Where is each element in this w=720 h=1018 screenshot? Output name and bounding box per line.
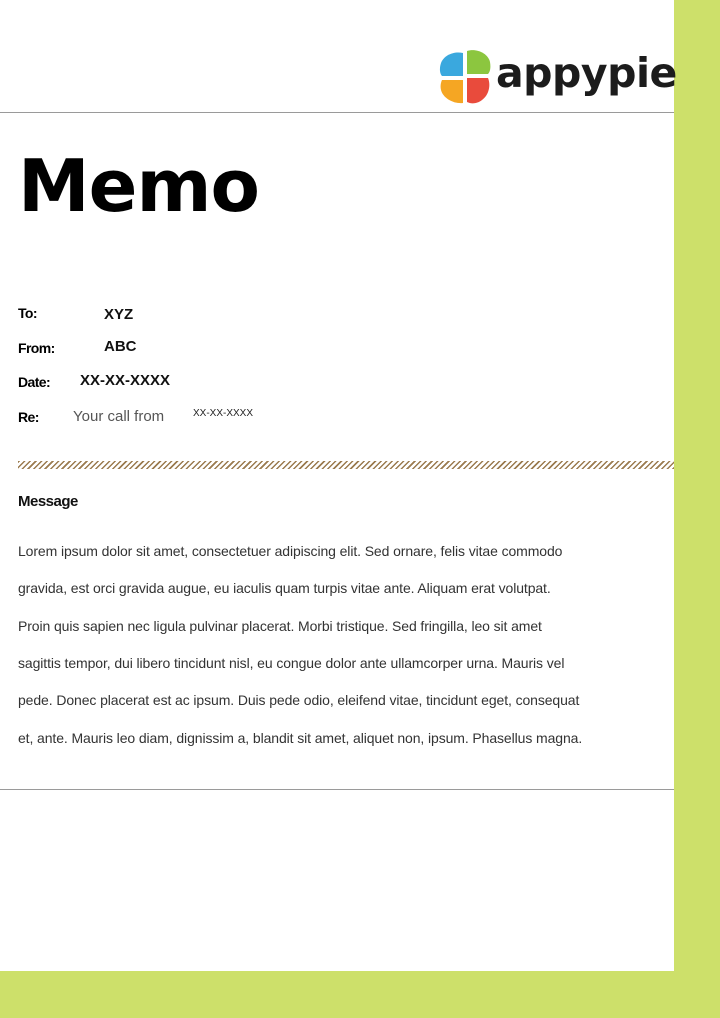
footer-divider: [0, 789, 674, 790]
message-line: et, ante. Mauris leo diam, dignissim a, blandit sit amet, aliquet non, ipsum. Phasellus magna.: [18, 730, 583, 746]
message-line: Lorem ipsum dolor sit amet, consectetuer adipiscing elit. Sed ornare, felis vitae commodo: [18, 543, 563, 559]
message-line: pede. Donec placerat est ac ipsum. Duis pede odio, eleifend vitae, tincidunt eget, consequat: [18, 692, 580, 708]
memo-title: Memo: [18, 144, 259, 228]
to-value: XYZ: [104, 306, 134, 323]
from-label: From:: [18, 340, 55, 356]
brand-logo: [436, 46, 677, 108]
re-date: XX-XX-XXXX: [193, 408, 254, 419]
accent-bar-bottom: [0, 971, 720, 1018]
re-label: Re:: [18, 409, 39, 425]
message-line: gravida, est orci gravida augue, eu iaculis quam turpis vitae ante. Aliquam erat volutpat.: [18, 580, 551, 596]
from-value: ABC: [104, 338, 137, 355]
appypie-logo-icon: [436, 47, 494, 107]
date-label: Date:: [18, 374, 51, 390]
date-value: XX-XX-XXXX: [80, 372, 171, 389]
accent-bar-right: [674, 0, 720, 1018]
message-line: sagittis tempor, dui libero tincidunt nisl, eu congue dolor ante ullamcorper urna. Mauris vel: [18, 655, 565, 671]
re-value: Your call from: [73, 408, 165, 425]
header-divider: [0, 112, 674, 113]
section-divider-stripe: [18, 461, 674, 469]
message-heading: Message: [18, 493, 78, 510]
to-label: To:: [18, 305, 37, 321]
message-line: Proin quis sapien nec ligula pulvinar placerat. Morbi tristique. Sed fringilla, leo sit amet: [18, 618, 542, 634]
brand-name: appypie: [496, 48, 677, 97]
